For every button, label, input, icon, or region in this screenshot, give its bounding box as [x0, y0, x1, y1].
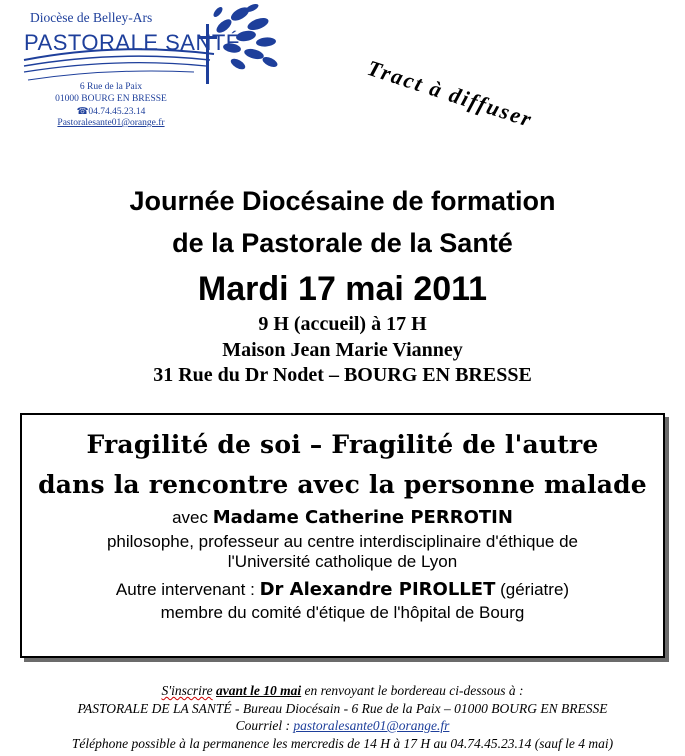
- speaker-line: [20, 507, 665, 528]
- speaker-name: Madame Catherine PERROTIN: [212, 507, 513, 528]
- footer-email-label: Courriel :: [235, 718, 290, 733]
- logo-swoosh: [28, 71, 194, 80]
- other-speaker-role: (gériatre): [500, 580, 570, 599]
- footer-address: PASTORALE DE LA SANTÉ - Bureau Diocésain - 6 Rue de la Paix – 01000 BOURG EN BRESSE: [77, 701, 608, 716]
- footer-register-prefix: S'inscrire: [161, 683, 213, 698]
- address-line2: 01000 BOURG EN BRESSE: [55, 94, 167, 104]
- other-speaker-prefix: Autre intervenant :: [115, 580, 255, 599]
- address-line1: 6 Rue de la Paix: [79, 82, 143, 92]
- event-address: 31 Rue du Dr Nodet – BOURG EN BRESSE: [153, 364, 532, 386]
- event-hours: 9 H (accueil) à 17 H: [258, 313, 427, 335]
- theme-line1: Fragilité de soi – Fragilité de l'autre: [86, 430, 599, 459]
- footer-register-suffix: en renvoyant le bordereau ci-dessous à :: [304, 683, 524, 698]
- phone-number: 04.74.45.23.14: [88, 107, 146, 117]
- footer-email-link[interactable]: pastoralesante01@orange.fr: [293, 718, 450, 733]
- other-speaker-line: [20, 579, 665, 600]
- organization-name: PASTORALE SANTÉ: [24, 30, 241, 55]
- event-title-line2: de la Pastorale de la Santé: [172, 228, 513, 258]
- footer-phone-line: Téléphone possible à la permanence les mercredis de 14 H à 17 H au 04.74.45.23.14 (sauf le 4 mai): [71, 736, 614, 751]
- diocese-name: Diocèse de Belley-Ars: [30, 10, 153, 25]
- speaker-prefix: avec: [172, 508, 208, 527]
- theme-line2: dans la rencontre avec la personne malade: [38, 470, 647, 499]
- email-line: [36, 118, 186, 128]
- speaker-role-line1: philosophe, professeur au centre interdisciplinaire d'éthique de: [106, 532, 579, 551]
- header-email-link[interactable]: Pastoralesante01@orange.fr: [57, 118, 165, 128]
- other-speaker-detail: membre du comité d'étique de l'hôpital de Bourg: [160, 603, 525, 622]
- speaker-role-line2: l'Université catholique de Lyon: [227, 552, 458, 571]
- event-venue: Maison Jean Marie Vianney: [222, 339, 463, 361]
- event-date: Mardi 17 mai 2011: [197, 270, 488, 308]
- phone-line: [36, 106, 186, 117]
- other-speaker-name: Dr Alexandre PIROLLET: [259, 579, 496, 600]
- logo-swoosh: [24, 63, 206, 72]
- event-title-line1: Journée Diocésaine de formation: [129, 186, 556, 216]
- tract-stamp: Tract à diffuser: [364, 55, 537, 133]
- footer-deadline: avant le 10 mai: [216, 683, 302, 698]
- phone-icon: ☎: [76, 107, 89, 117]
- footer-email-line: [0, 718, 685, 734]
- footer-registration: [0, 683, 685, 699]
